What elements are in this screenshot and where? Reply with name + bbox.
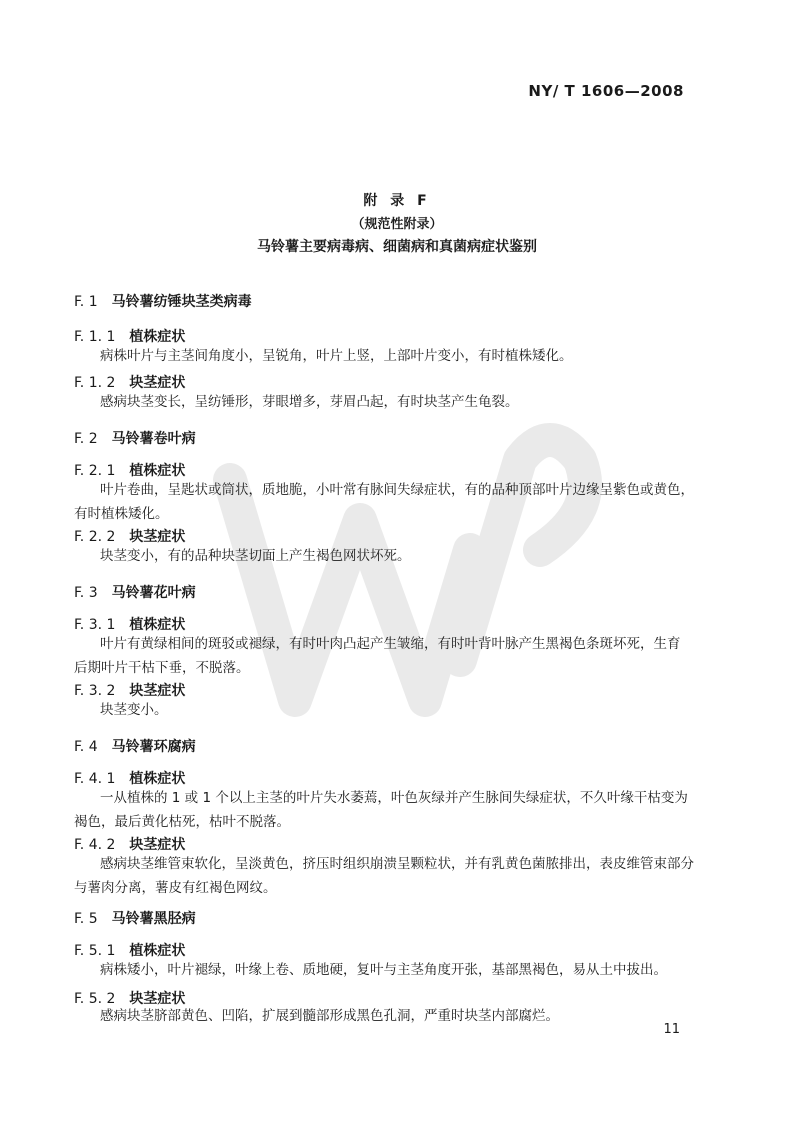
- paragraph: [74, 390, 694, 414]
- section-title: 马铃薯花叶病: [111, 585, 196, 601]
- paragraph-line: 叶片卷曲，呈匙状或筒状，质地脆，小叶常有脉间失绿症状，有的品种顶部叶片边缘呈紫色或黄色，: [100, 482, 694, 498]
- paragraph-line: 叶片有黄绿相间的斑驳或褪绿，有时叶肉凸起产生皱缩，有时叶背叶脉产生黑褐色条斑坏死，生育: [100, 636, 681, 652]
- annex-subtitle: 马铃薯主要病毒病、细菌病和真菌病症状鉴别: [257, 239, 537, 255]
- subsection-number: F. 4. 2: [74, 837, 116, 853]
- section-number: F. 3: [74, 585, 98, 601]
- subsection-title: 植株症状: [129, 463, 186, 479]
- paragraph: [74, 786, 694, 834]
- paragraph-line: 有时植株矮化。: [74, 506, 169, 522]
- standard-number: NY/ T 1606—2008: [528, 82, 684, 100]
- paragraph: [74, 958, 694, 982]
- annex-type: （规范性附录）: [351, 217, 443, 232]
- paragraph: [74, 544, 694, 568]
- section-number: F. 2: [74, 431, 98, 447]
- paragraph-line: 感病块茎脐部黄色、凹陷，扩展到髓部形成黑色孔洞，严重时块茎内部腐烂。: [100, 1008, 559, 1024]
- section-heading: [74, 908, 196, 928]
- subsection-heading: [74, 940, 185, 960]
- section-heading: [74, 428, 196, 448]
- paragraph-line: 块茎变小。: [100, 702, 168, 718]
- paragraph-line: 块茎变小，有的品种块茎切面上产生褐色网状坏死。: [100, 548, 411, 564]
- subsection-title: 块茎症状: [129, 991, 186, 1007]
- subsection-number: F. 4. 1: [74, 771, 116, 787]
- subsection-heading: [74, 768, 185, 788]
- paragraph-line: 一从植株的 1 或 1 个以上主茎的叶片失水萎蔫，叶色灰绿并产生脉间失绿症状，不久叶缘干枯变为: [100, 790, 688, 806]
- section-heading: [74, 291, 252, 311]
- subsection-heading: [74, 326, 185, 346]
- wps-watermark-logo: [210, 400, 610, 780]
- section-number: F. 4: [74, 739, 98, 755]
- paragraph-line: 褐色，最后黄化枯死，枯叶不脱落。: [74, 814, 290, 830]
- subsection-title: 块茎症状: [129, 529, 186, 545]
- section-number: F. 5: [74, 911, 98, 927]
- subsection-number: F. 1. 1: [74, 329, 116, 345]
- subsection-number: F. 1. 2: [74, 375, 116, 391]
- subsection-number: F. 5. 1: [74, 943, 116, 959]
- paragraph: [74, 1004, 694, 1028]
- paragraph-line: 后期叶片干枯下垂，不脱落。: [74, 660, 250, 676]
- paragraph: [74, 344, 694, 368]
- subsection-heading: [74, 372, 185, 392]
- section-heading: [74, 736, 196, 756]
- annex-title: 附 录 F: [363, 193, 431, 209]
- paragraph-line: 感病块茎维管束软化，呈淡黄色，挤压时组织崩溃呈颗粒状，并有乳黄色菌脓排出，表皮维管束部分: [100, 856, 694, 872]
- subsection-number: F. 2. 2: [74, 529, 116, 545]
- subsection-number: F. 5. 2: [74, 991, 116, 1007]
- section-title: 马铃薯环腐病: [111, 739, 196, 755]
- section-number: F. 1: [74, 294, 98, 310]
- subsection-title: 植株症状: [129, 771, 186, 787]
- subsection-number: F. 3. 2: [74, 683, 116, 699]
- paragraph: [74, 632, 694, 680]
- subsection-heading: [74, 460, 185, 480]
- subsection-title: 植株症状: [129, 329, 186, 345]
- paragraph-line: 病株叶片与主茎间角度小，呈锐角，叶片上竖，上部叶片变小，有时植株矮化。: [100, 348, 573, 364]
- subsection-number: F. 3. 1: [74, 617, 116, 633]
- subsection-title: 植株症状: [129, 617, 186, 633]
- section-heading: [74, 582, 196, 602]
- subsection-heading: [74, 834, 185, 854]
- paragraph-line: 感病块茎变长，呈纺锤形，芽眼增多，芽眉凸起，有时块茎产生龟裂。: [100, 394, 519, 410]
- section-title: 马铃薯卷叶病: [111, 431, 196, 447]
- paragraph-line: 病株矮小，叶片褪绿，叶缘上卷、质地硬，复叶与主茎角度开张，基部黑褐色，易从土中拔出。: [100, 962, 667, 978]
- paragraph: [74, 478, 694, 526]
- subsection-title: 块茎症状: [129, 683, 186, 699]
- subsection-number: F. 2. 1: [74, 463, 116, 479]
- subsection-title: 块茎症状: [129, 837, 186, 853]
- paragraph: [74, 698, 694, 722]
- paragraph-line: 与薯肉分离，薯皮有红褐色网纹。: [74, 880, 277, 896]
- subsection-title: 植株症状: [129, 943, 186, 959]
- paragraph: [74, 852, 694, 900]
- subsection-heading: [74, 614, 185, 634]
- section-title: 马铃薯纺锤块茎类病毒: [111, 294, 252, 310]
- page-number: 11: [663, 1022, 680, 1037]
- subsection-heading: [74, 680, 185, 700]
- subsection-heading: [74, 526, 185, 546]
- section-title: 马铃薯黑胫病: [111, 911, 196, 927]
- subsection-title: 块茎症状: [129, 375, 186, 391]
